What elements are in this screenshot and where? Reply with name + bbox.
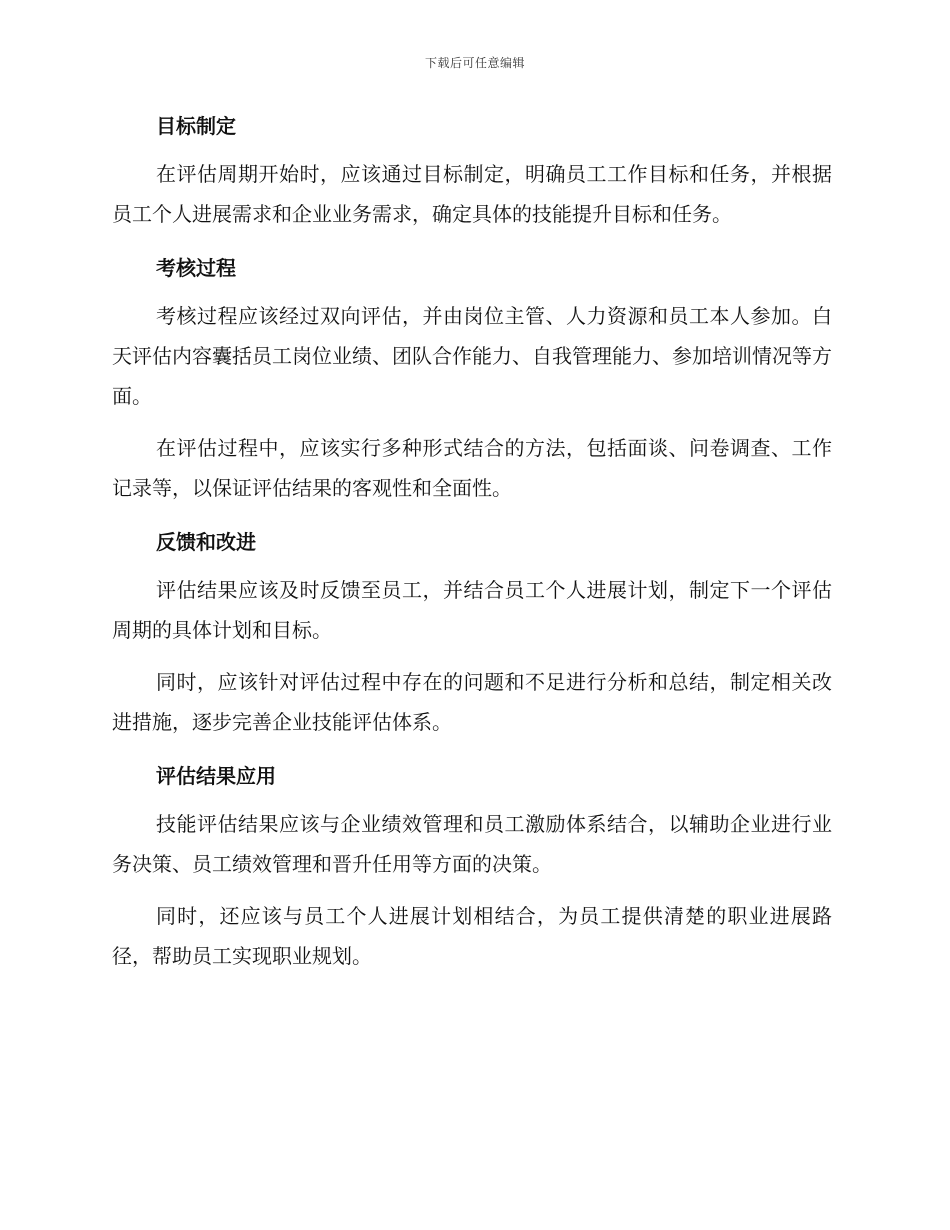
section-heading: 反馈和改进 [156,530,256,554]
paragraph: 同时，还应该与员工个人进展计划相结合，为员工提供清楚的职业进展路径，帮助员工实现职业规划。 [112,904,832,968]
document-body [112,104,832,988]
paragraph: 同时，应该针对评估过程中存在的问题和不足进行分析和总结，制定相关改进措施，逐步完善企业技能评估体系。 [112,670,832,734]
section-heading: 评估结果应用 [156,764,276,788]
paragraph: 评估结果应该及时反馈至员工，并结合员工个人进展计划，制定下一个评估周期的具体计划和目标。 [112,578,832,642]
section-feedback-improvement [112,520,832,742]
section-goal-setting [112,104,832,234]
section-heading: 目标制定 [156,114,236,138]
paragraph: 在评估周期开始时，应该通过目标制定，明确员工工作目标和任务，并根据员工个人进展需求和企业业务需求，确定具体的技能提升目标和任务。 [112,162,832,226]
paragraph: 考核过程应该经过双向评估，并由岗位主管、人力资源和员工本人参加。白天评估内容囊括员工岗位业绩、团队合作能力、自我管理能力、参加培训情况等方面。 [112,304,832,408]
paragraph: 在评估过程中，应该实行多种形式结合的方法，包括面谈、问卷调查、工作记录等，以保证评估结果的客观性和全面性。 [112,436,832,500]
paragraph: 技能评估结果应该与企业绩效管理和员工激励体系结合，以辅助企业进行业务决策、员工绩效管理和晋升任用等方面的决策。 [112,812,832,876]
section-heading: 考核过程 [156,256,236,280]
section-assessment-process [112,246,832,508]
section-result-application [112,754,832,976]
header-note: 下载后可任意编辑 [424,56,525,70]
